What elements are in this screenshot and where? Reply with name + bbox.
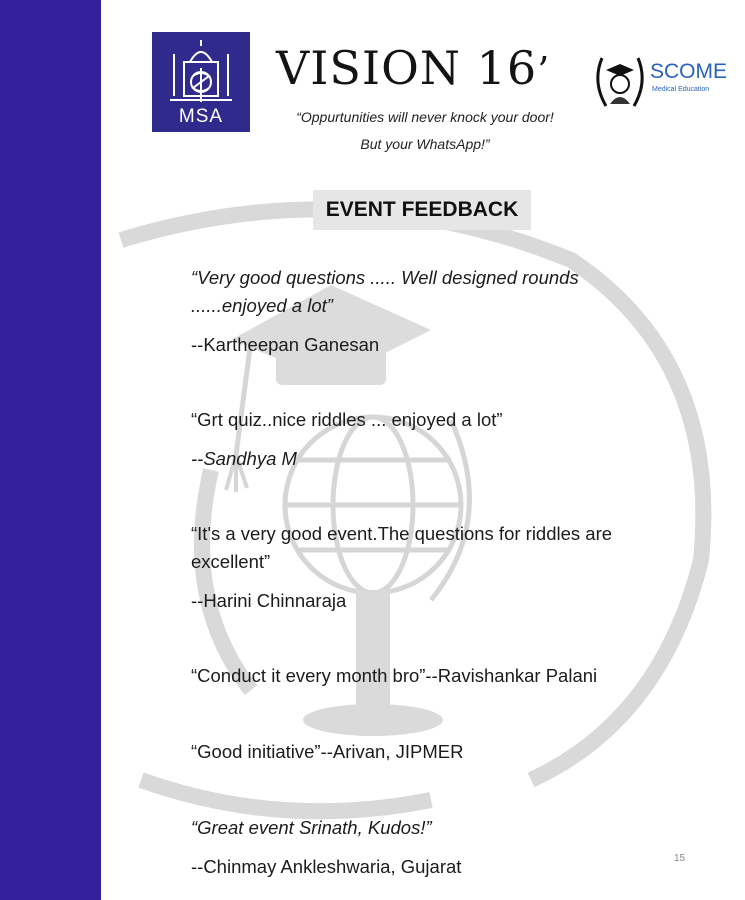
msa-logo-text: MSA bbox=[178, 106, 224, 127]
tagline-line-2: But your WhatsApp!” bbox=[360, 136, 490, 152]
title-apostrophe: ’ bbox=[537, 49, 551, 93]
feedback-4-line: “Conduct it every month bro”--Ravishankar Palani bbox=[191, 665, 598, 686]
feedback-6-quote: “Great event Srinath, Kudos!” bbox=[191, 817, 432, 838]
feedback-1-quote-line-1: “Very good questions ..... Well designed rounds bbox=[191, 267, 579, 288]
msa-logo bbox=[152, 32, 250, 132]
feedback-2-author: --Sandhya M bbox=[191, 448, 297, 469]
feedback-2-quote: “Grt quiz..nice riddles ... enjoyed a lot” bbox=[191, 409, 503, 430]
feedback-3-quote-line-2: excellent” bbox=[191, 551, 271, 572]
taj-mahal-crest-icon bbox=[152, 32, 250, 112]
feedback-6-author: --Chinmay Ankleshwaria, Gujarat bbox=[191, 856, 462, 877]
feedback-5-line: “Good initiative”--Arivan, JIPMER bbox=[191, 741, 464, 762]
page-number: 15 bbox=[674, 853, 686, 864]
tagline-line-1: “Oppurtunities will never knock your door! bbox=[296, 109, 554, 125]
page-title bbox=[276, 38, 550, 101]
feedback-3-quote-line-1: “It's a very good event.The questions for riddles are bbox=[191, 523, 613, 544]
feedback-3-author: --Harini Chinnaraja bbox=[191, 590, 347, 611]
title-text: VISION 16 bbox=[276, 41, 538, 95]
feedback-1-author: --Kartheepan Ganesan bbox=[191, 334, 380, 355]
left-sidebar-band bbox=[0, 0, 101, 900]
scome-subtitle: Medical Education bbox=[652, 86, 710, 93]
scome-logo bbox=[592, 52, 732, 112]
graduate-owl-icon bbox=[592, 52, 648, 110]
feedback-1-quote-line-2: ......enjoyed a lot” bbox=[191, 295, 333, 316]
scome-name: SCOME bbox=[650, 60, 728, 83]
section-heading: EVENT FEEDBACK bbox=[313, 190, 531, 230]
